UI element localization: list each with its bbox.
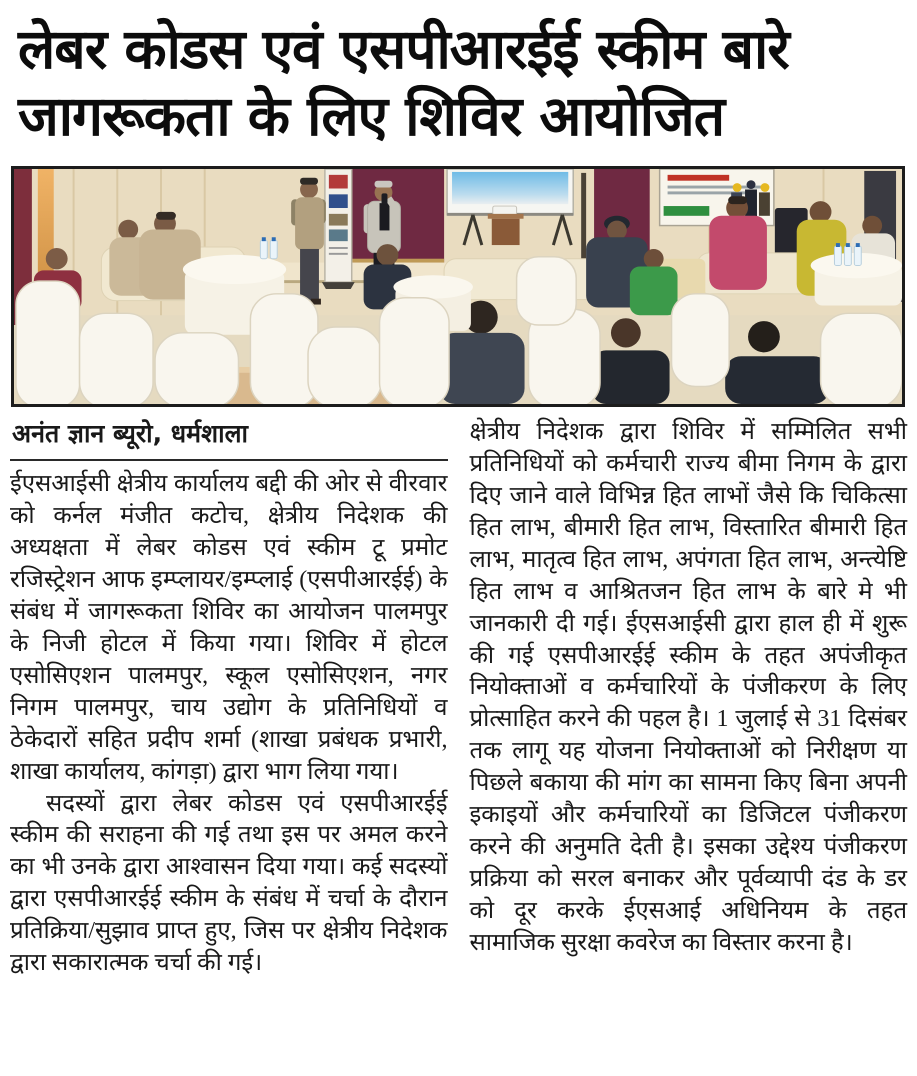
stand-pole — [581, 173, 586, 259]
byline-text: अनंत ज्ञान ब्यूरो, धर्मशाला — [12, 419, 249, 449]
paragraph-2: सदस्यों द्वारा लेबर कोडस एवं एसपीआरईई स्कीम की सराहना की गई तथा इस पर अमल करने का भी उनके द्वारा आश्वासन दिया गया। कई सदस्यों द्वारा एसपीआरईई स्कीम के संबंध में चर्चा के दौरान प्रतिक्रिया/सुझाव प्राप्त हुए, जिस पर क्षेत्रीय निदेशक द्वारा सकारात्मक चर्चा की गई। — [10, 790, 448, 977]
column-left — [10, 417, 448, 1017]
banner-green-band — [664, 206, 710, 216]
banner-red-title — [668, 175, 730, 181]
article-body — [0, 407, 917, 1017]
headline — [0, 0, 917, 158]
paragraph-3: क्षेत्रीय निदेशक द्वारा शिविर में सम्मिलित सभी प्रतिनिधियों को कर्मचारी राज्य बीमा निगम के द्वारा दिए जाने वाले विभिन्न हित लाभों जैसे कि चिकित्सा हित लाभ, बीमारी हित लाभ, विस्तारित बीमारी हित लाभ, मातृत्व हित लाभ, अपंगता हित लाभ, अन्त्येष्टि हित लाभ व आश्रितजन हित लाभ के बारे मे भी जानकारी दी गई। ईएसआईसी द्वारा हाल ही में शुरू की गई एसपीआरईई स्कीम के तहत अपंजीकृत नियोक्ताओं व कर्मचारियों के पंजीकरण के लिए प्रोत्साहित करने की पहल है। 1 जुलाई से 31 दिसंबर तक लागू यह योजना नियोक्ताओं को निरीक्षण या पिछले बकाया की मांग का सामना किए बिना अपनी इकाइयों और कर्मचारियों का डिजिटल पंजीकरण करने की अनुमति देती है। इसका उद्देश्य पंजीकरण प्रक्रिया को सरल बनाकर और पूर्वव्यापी दंड के डर को दूर करके ईएसआई अधिनियम के तहत सामाजिक सुरक्षा कवरेज का विस्तार करना है। — [469, 419, 907, 956]
byline — [10, 417, 448, 461]
microphone — [382, 194, 388, 205]
column-right — [470, 417, 908, 1017]
conference-room-scene — [14, 169, 902, 404]
rollup-banner — [322, 169, 355, 289]
headline-line-2: जागरूकता के लिए शिविर आयोजित — [18, 84, 725, 149]
headline-line-1: लेबर कोडस एवं एसपीआरईई स्कीम बारे — [18, 17, 789, 81]
news-photo — [11, 166, 905, 407]
gray-hair — [375, 181, 393, 188]
projector — [493, 206, 517, 215]
paragraph-1: ईएसआईसी क्षेत्रीय कार्यालय बद्दी की ओर से वीरवार को कर्नल मंजीत कटोच, क्षेत्रीय निदेशक की अध्यक्षता में लेबर कोडस एवं स्कीम टू प्रमोट रजिस्ट्रेशन आफ इम्प्लायर/इम्प्लाई (एसपीआरईई) के संबंध में जागरूकता शिविर का आयोजन पालमपुर के निजी होटल में किया गया। शिविर में होटल एसोसिएशन पालमपुर, स्कूल एसोसिएशन, नगर निगम पालमपुर, चाय उद्योग के प्रतिनिधियों व ठेकेदारों सहित प्रदीप शर्मा (शाखा प्रबंधक प्रभारी, शाखा कार्यालय, कांगड़ा) द्वारा भाग लिया गया। — [10, 471, 448, 785]
